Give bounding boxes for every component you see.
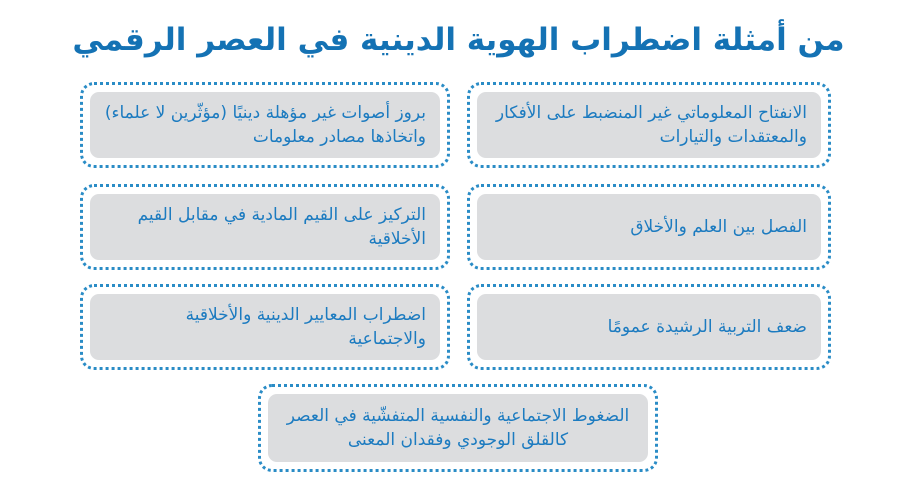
example-card-unqualified-voices bbox=[80, 82, 450, 168]
card-text: بروز أصوات غير مؤهلة دينيًا (مؤثّرين لا علماء) واتخاذها مصادر معلومات bbox=[104, 103, 426, 147]
card-body bbox=[90, 294, 440, 360]
example-card-weak-upbringing bbox=[467, 284, 831, 370]
example-card-info-openness bbox=[467, 82, 831, 168]
card-text: الانفتاح المعلوماتي غير المنضبط على الأفكار والمعتقدات والتيارات bbox=[495, 103, 807, 147]
card-body bbox=[268, 394, 648, 462]
card-text: التركيز على القيم المادية في مقابل القيم الأخلاقية bbox=[137, 205, 426, 249]
example-card-social-pressures bbox=[258, 384, 658, 472]
card-body bbox=[477, 92, 821, 158]
page-title: من أمثلة اضطراب الهوية الدينية في العصر الرقمي bbox=[72, 22, 845, 58]
card-body bbox=[90, 194, 440, 260]
card-text: الفصل بين العلم والأخلاق bbox=[630, 217, 807, 237]
card-text: ضعف التربية الرشيدة عمومًا bbox=[607, 317, 807, 337]
card-text: اضطراب المعايير الدينية والأخلاقية والاجتماعية bbox=[185, 305, 426, 349]
example-card-material-values bbox=[80, 184, 450, 270]
card-body bbox=[477, 194, 821, 260]
example-card-standards-disruption bbox=[80, 284, 450, 370]
example-card-science-ethics-separation bbox=[467, 184, 831, 270]
card-body bbox=[90, 92, 440, 158]
card-text: الضغوط الاجتماعية والنفسية المتفشّية في العصر كالقلق الوجودي وفقدان المعنى bbox=[286, 406, 630, 450]
card-body bbox=[477, 294, 821, 360]
